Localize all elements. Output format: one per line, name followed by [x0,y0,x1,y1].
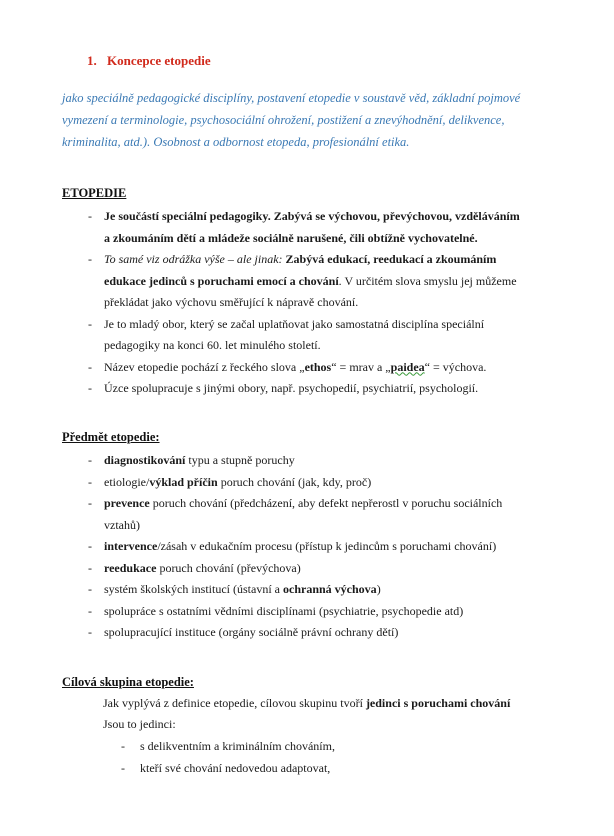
list-item: - kteří své chování nedovedou adaptovat, [103,758,335,780]
item-text: “ = výchova. [424,359,487,374]
list-item [62,601,562,623]
item-text: etiologie/ [104,474,150,489]
predmet-list [62,450,562,644]
item-text: Název etopedie pochází z řeckého slova „ [104,359,305,374]
list-item [62,357,562,379]
heading-number: 1. [87,53,97,68]
item-text: To samé viz odrážka výše – ale jinak: [104,252,283,266]
paragraph-text: jedinci s poruchami chování [365,696,511,710]
list-item [62,314,562,357]
item-text: - spolupráce s ostatními vědními disciplínami (psychiatrie, psychopedie atd) [104,603,464,618]
heading-title: Koncepce etopedie [107,53,211,68]
etopedie-title: ETOPEDIE [62,186,127,200]
item-text: a zkoumáním dětí a mládeže sociálně narušené, čili obtížně vychovatelné. [104,230,478,245]
predmet-title: Předmět etopedie: [62,430,160,444]
item-text: typu a stupně poruchy [185,453,295,467]
item-text: Zabývá edukací, reedukací a zkoumáním [282,252,497,266]
item-text: /zásah v edukačním procesu (přístup k jedincům s poruchami chování) [157,539,497,553]
item-text: - Je to mladý obor, který se začal uplatňovat jako samostatná disciplína speciální [104,316,485,331]
item-text: intervence [104,539,158,553]
intro-line: kriminalita, atd.). Osobnost a odbornost etopeda, profesionální etika. [62,135,410,149]
item-text: . V určitém slova smyslu jej můžeme [338,273,517,288]
list-item [62,622,562,644]
item-text: ethos [304,359,332,374]
list-item [62,206,562,249]
item-text: - Úzce spolupracuje s jinými obory, např. psychopedií, psychiatrií, psychologií. [104,381,479,395]
list-item [62,472,562,494]
cilova-paragraph [103,693,510,715]
item-text: prevence [104,496,150,510]
item-text: poruch chování (předcházení, aby defekt nepřerostl v poruchu sociálních [149,496,503,510]
item-text: systém školských institucí (ústavní a [104,582,283,596]
item-text: ) [376,582,381,596]
item-text: poruch chování (převýchova) [156,560,301,575]
item-text: - spolupracující instituce (orgány sociálně právní ochrany dětí) [104,625,399,639]
item-text: reedukace [104,560,157,575]
paragraph-text: Jak vyplývá z definice etopedie, cílovou skupinu tvoří [103,696,366,710]
cilova-subhead: Jsou to jedinci: [103,717,176,731]
item-text: překládat jako výchovu směřující k nápravě chování. [104,295,359,309]
cilova-title: Cílová skupina etopedie: [62,675,194,689]
list-item [62,536,562,558]
item-text: poruch chování (jak, kdy, proč) [217,474,372,489]
item-text: výklad příčin [149,474,218,489]
list-item [62,493,562,536]
list-item [62,579,562,601]
intro-line: vymezení a terminologie, psychosociální ohrožení, postižení a znevýhodnění, delikvence, [62,113,505,127]
list-item [62,378,562,400]
list-item: - s delikventním a kriminálním chováním, [103,736,335,758]
list-item [62,249,562,314]
item-text: paidea [390,359,425,374]
section-heading [87,53,211,69]
item-text: pedagogiky na konci 60. let minulého století. [104,338,321,352]
item-text: ochranná výchova [283,582,377,596]
item-text: “ = mrav a „ [331,359,391,374]
intro-line: jako speciálně pedagogické disciplíny, postavení etopedie v soustavě věd, základní pojmové [62,91,521,105]
list-item [62,450,562,472]
etopedie-list [62,206,562,400]
cilova-list [103,736,335,779]
list-item [62,558,562,580]
intro-paragraph [62,87,562,153]
item-text: edukace jedinců s poruchami emocí a chování [104,273,339,288]
item-text: vztahů) [104,517,140,532]
item-text: - Je součástí speciální pedagogiky. Zabývá se výchovou, převýchovou, vzděláváním [104,209,520,223]
item-text: diagnostikování [104,453,186,467]
